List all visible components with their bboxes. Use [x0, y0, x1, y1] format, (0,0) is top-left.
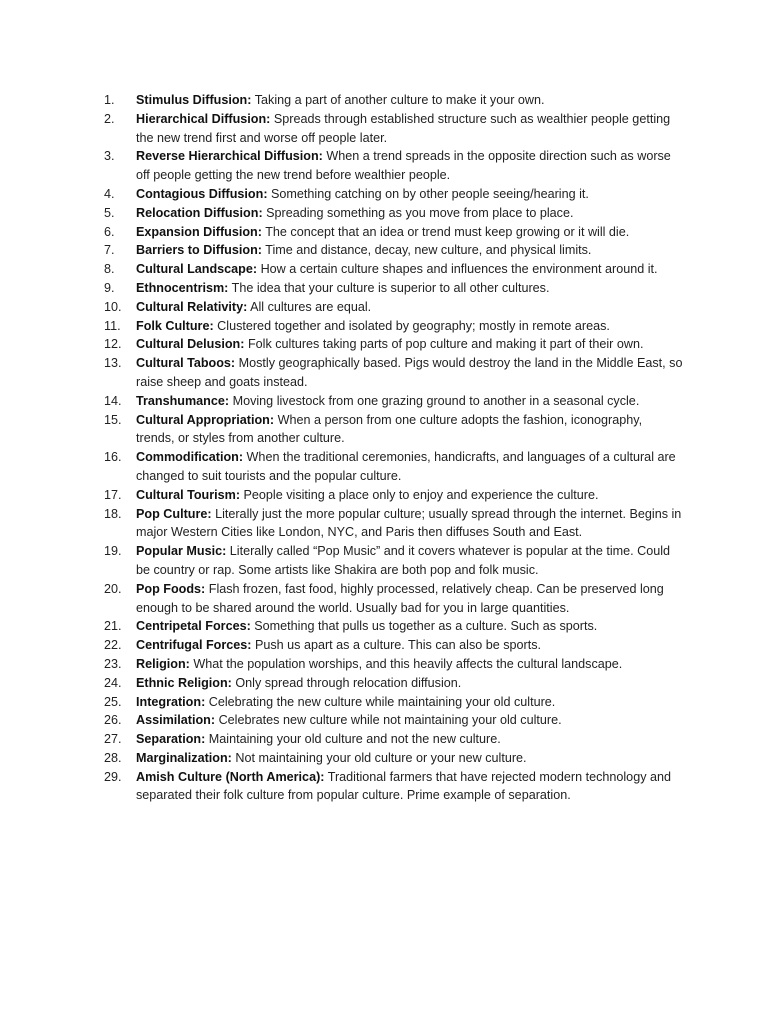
- item-number: 25.: [104, 694, 122, 709]
- term-name: Cultural Landscape:: [136, 262, 258, 277]
- list-item: [104, 279, 684, 298]
- term-name: Cultural Delusion:: [136, 337, 245, 352]
- list-item: [104, 730, 684, 749]
- item-number: 23.: [104, 656, 122, 671]
- list-item: [104, 542, 684, 580]
- item-text: [136, 542, 684, 580]
- term-definition: When a trend spreads in the opposite direction such as worse off people getting the new trend before wealthier people.: [136, 149, 671, 183]
- item-text: [136, 260, 684, 279]
- item-text: [136, 411, 684, 449]
- term-name: Hierarchical Diffusion:: [136, 111, 271, 126]
- term-name: Commodification:: [136, 450, 244, 465]
- list-item: [104, 486, 684, 505]
- list-item: [104, 147, 684, 185]
- list-item: [104, 655, 684, 674]
- term-name: Barriers to Diffusion:: [136, 243, 262, 258]
- item-text: [136, 674, 684, 693]
- term-name: Religion:: [136, 656, 190, 671]
- term-definition: Literally called “Pop Music” and it covers whatever is popular at the time. Could be country or rap. Some artists like Shakira are both pop and folk music.: [136, 544, 671, 577]
- item-number: 29.: [104, 769, 122, 784]
- term-name: Integration:: [136, 694, 206, 709]
- term-name: Ethnocentrism:: [136, 280, 229, 295]
- item-text: [136, 185, 684, 204]
- list-item: [104, 298, 684, 317]
- item-number: 28.: [104, 750, 122, 765]
- term-name: Cultural Taboos:: [136, 356, 236, 371]
- item-text: [136, 335, 684, 354]
- item-text: [136, 768, 684, 806]
- item-number: 27.: [104, 732, 122, 747]
- item-number: 17.: [104, 487, 122, 502]
- term-name: Stimulus Diffusion:: [136, 93, 252, 107]
- item-number: 22.: [104, 638, 122, 653]
- item-text: [136, 91, 684, 110]
- item-number: 11.: [104, 318, 121, 333]
- term-definition: Celebrating the new culture while maintaining your old culture.: [208, 694, 556, 709]
- item-text: [136, 711, 684, 730]
- term-definition: When a person from one culture adopts the fashion, iconography, trends, or styles from another culture.: [136, 412, 643, 446]
- term-definition: Moving livestock from one grazing ground to another in a seasonal cycle.: [232, 393, 640, 408]
- term-definition: Clustered together and isolated by geography; mostly in remote areas.: [217, 318, 610, 333]
- term-name: Amish Culture (North America):: [136, 769, 325, 784]
- term-name: Marginalization:: [136, 750, 232, 765]
- item-number: 24.: [104, 675, 122, 690]
- list-item: [104, 711, 684, 730]
- item-number: 10.: [104, 299, 122, 314]
- item-text: [136, 392, 684, 411]
- terms-list: [104, 91, 684, 805]
- term-definition: What the population worships, and this heavily affects the cultural landscape.: [193, 656, 623, 671]
- item-text: [136, 749, 684, 768]
- list-item: [104, 768, 684, 806]
- term-name: Separation:: [136, 732, 206, 747]
- term-name: Centripetal Forces:: [136, 619, 251, 634]
- item-number: 9.: [104, 280, 115, 295]
- item-number: 21.: [104, 619, 122, 634]
- item-text: [136, 317, 684, 336]
- term-name: Contagious Diffusion:: [136, 186, 268, 201]
- list-item: [104, 185, 684, 204]
- term-definition: The idea that your culture is superior to all other cultures.: [231, 280, 550, 295]
- term-definition: Taking a part of another culture to make it your own.: [254, 93, 545, 107]
- term-definition: Celebrates new culture while not maintaining your old culture.: [218, 713, 562, 728]
- list-item: [104, 241, 684, 260]
- term-name: Expansion Diffusion:: [136, 224, 262, 239]
- item-text: [136, 204, 684, 223]
- item-text: [136, 241, 684, 260]
- term-definition: Literally just the more popular culture; usually spread through the internet. Begins in major Western Cities like London, NYC, and Paris then diffuses South and East.: [136, 506, 682, 540]
- term-definition: Traditional farmers that have rejected modern technology and separated their folk culture from popular culture. Prime example of separation.: [136, 769, 672, 803]
- item-text: [136, 110, 684, 148]
- term-definition: Push us apart as a culture. This can also be sports.: [254, 638, 542, 653]
- item-text: [136, 617, 684, 636]
- term-definition: When the traditional ceremonies, handicrafts, and languages of a cultural are changed to suit tourists and the popular culture.: [136, 450, 676, 483]
- item-number: 4.: [104, 186, 115, 201]
- item-text: [136, 486, 684, 505]
- term-name: Relocation Diffusion:: [136, 205, 263, 220]
- item-number: 6.: [104, 224, 115, 239]
- item-text: [136, 298, 684, 317]
- term-name: Cultural Relativity:: [136, 299, 248, 314]
- list-item: [104, 693, 684, 712]
- item-number: 16.: [104, 450, 122, 465]
- item-number: 3.: [104, 149, 115, 164]
- list-item: [104, 392, 684, 411]
- item-number: 12.: [104, 337, 122, 352]
- item-number: 15.: [104, 412, 122, 427]
- item-number: 26.: [104, 713, 122, 728]
- term-name: Transhumance:: [136, 393, 230, 408]
- term-name: Popular Music:: [136, 544, 227, 559]
- term-name: Cultural Appropriation:: [136, 412, 275, 427]
- term-definition: Folk cultures taking parts of pop culture and making it part of their own.: [247, 337, 644, 352]
- term-definition: Maintaining your old culture and not the new culture.: [208, 732, 501, 747]
- term-name: Ethnic Religion:: [136, 675, 232, 690]
- item-text: [136, 655, 684, 674]
- list-item: [104, 636, 684, 655]
- term-definition: All cultures are equal.: [250, 299, 372, 314]
- list-item: [104, 110, 684, 148]
- list-item: [104, 505, 684, 543]
- term-definition: Not maintaining your old culture or your new culture.: [235, 750, 527, 765]
- term-definition: Time and distance, decay, new culture, and physical limits.: [265, 243, 592, 258]
- item-text: [136, 693, 684, 712]
- term-name: Centrifugal Forces:: [136, 638, 252, 653]
- list-item: [104, 260, 684, 279]
- list-item: [104, 749, 684, 768]
- term-name: Assimilation:: [136, 713, 216, 728]
- list-item: [104, 317, 684, 336]
- item-text: [136, 279, 684, 298]
- term-definition: Spreads through established structure such as wealthier people getting the new trend first and worse off people later.: [136, 111, 671, 145]
- item-text: [136, 580, 684, 618]
- list-item: [104, 91, 684, 110]
- term-name: Pop Foods:: [136, 581, 206, 596]
- item-number: 5.: [104, 205, 115, 220]
- term-name: Cultural Tourism:: [136, 487, 241, 502]
- item-text: [136, 730, 684, 749]
- term-name: Reverse Hierarchical Diffusion:: [136, 149, 323, 164]
- list-item: [104, 617, 684, 636]
- term-definition: Flash frozen, fast food, highly processed, relatively cheap. Can be preserved long enough to be shared around the world. Usually bad for you in large quantities.: [136, 581, 664, 615]
- term-definition: Mostly geographically based. Pigs would destroy the land in the Middle East, so raise sheep and goats instead.: [136, 356, 683, 389]
- item-number: 8.: [104, 262, 115, 277]
- item-text: [136, 147, 684, 185]
- term-definition: How a certain culture shapes and influences the environment around it.: [260, 262, 658, 277]
- term-definition: The concept that an idea or trend must keep growing or it will die.: [265, 224, 630, 239]
- list-item: [104, 204, 684, 223]
- item-number: 2.: [104, 111, 115, 126]
- term-definition: Something that pulls us together as a culture. Such as sports.: [254, 619, 598, 634]
- term-name: Folk Culture:: [136, 318, 214, 333]
- item-number: 13.: [104, 356, 122, 371]
- list-item: [104, 448, 684, 486]
- item-text: [136, 505, 684, 543]
- term-definition: People visiting a place only to enjoy and experience the culture.: [243, 487, 599, 502]
- term-definition: Only spread through relocation diffusion.: [235, 675, 462, 690]
- term-definition: Spreading something as you move from place to place.: [266, 205, 574, 220]
- item-text: [136, 448, 684, 486]
- item-text: [136, 636, 684, 655]
- list-item: [104, 335, 684, 354]
- item-text: [136, 354, 684, 392]
- item-number: 19.: [104, 544, 122, 559]
- term-definition: Something catching on by other people seeing/hearing it.: [271, 186, 589, 201]
- list-item: [104, 674, 684, 693]
- item-number: 14.: [104, 393, 122, 408]
- item-number: 7.: [104, 243, 115, 258]
- list-item: [104, 580, 684, 618]
- term-name: Pop Culture:: [136, 506, 212, 521]
- item-number: 20.: [104, 581, 122, 596]
- item-number: 1.: [104, 93, 115, 107]
- item-number: 18.: [104, 506, 122, 521]
- list-item: [104, 223, 684, 242]
- list-item: [104, 354, 684, 392]
- item-text: [136, 223, 684, 242]
- list-item: [104, 411, 684, 449]
